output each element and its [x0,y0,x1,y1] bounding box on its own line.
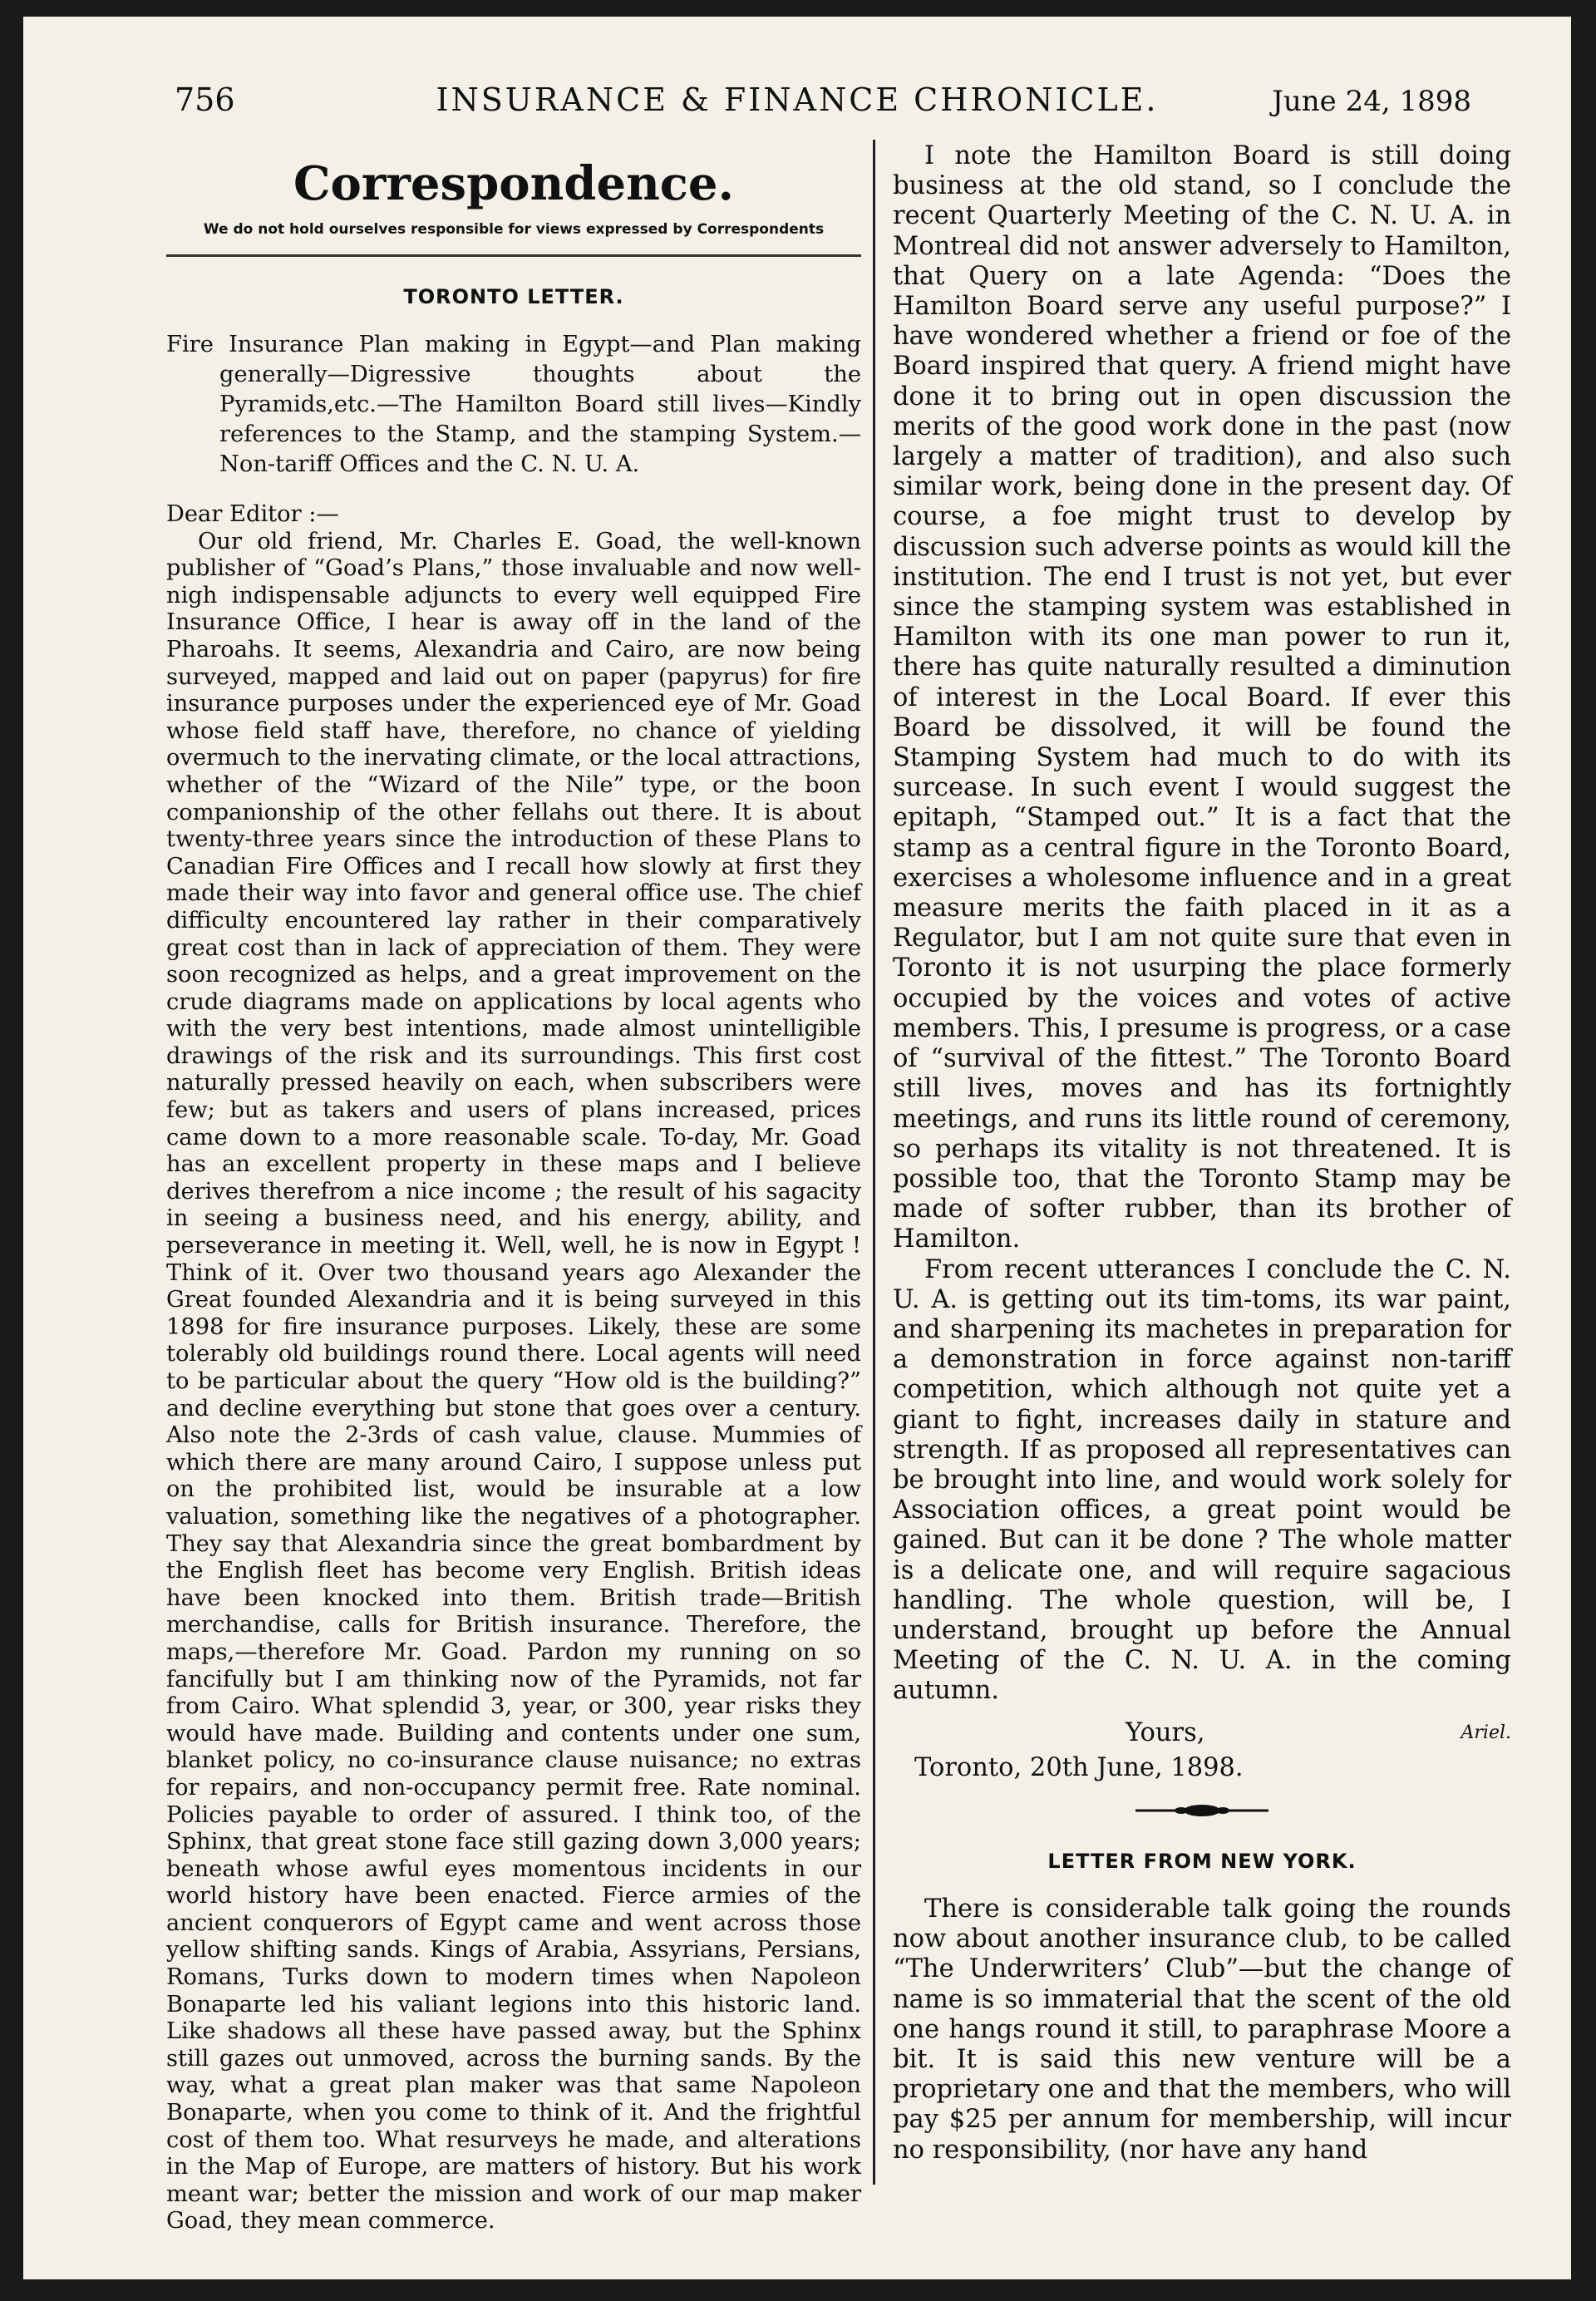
salutation: Dear Editor :— [166,501,339,527]
publication-title: INSURANCE & FINANCE CHRONICLE. [436,81,1159,118]
running-header [23,67,1571,125]
left-column [166,141,861,2235]
section-rule [166,254,861,257]
section-title: Correspondence. [293,156,735,211]
ornament-icon [1135,1803,1268,1818]
right-column [893,141,1511,2166]
place-date: Toronto, 20th June, 1898. [914,1752,1244,1782]
toronto-letter-paragraph-2: I note the Hamilton Board is still doing business at the old stand, so I conclude the recent Quarterly Meeting of the C. N. U. A. in Montreal did not answer adversely to Hamilton, that Query on a late Agenda: “Does the Hamilton Board serve any useful purpose?” I have wondered whether a friend or foe of the Board inspired that query. A friend might have done it to bring out in open discussion the merits of the good work done in the past (now largely a matter of tradition), and also such similar work, being done in the present day. Of course, a foe might trust to develop by discussion such adverse points as would kill the institution. The end I trust is not yet, but ever since the stamping system was established in Hamilton with its one man power to run it, there has quite naturally resulted a diminution of interest in the Local Board. If ever this Board be dissolved, it will be found the Stamping System had much to do with its surcease. In such event I would suggest the epitaph, “Stamped out.” It is a fact that the stamp as a central figure in the Toronto Board, exercises a wholesome influence and in a great measure merits the faith placed in it as a Regulator, but I am not quite sure that even in Toronto it is not usurping the place formerly occupied by the voices and votes of active members. This, I presume is progress, or a case of “survival of the fittest.” The Toronto Board still lives, moves and has its fortnightly meetings, and runs its little round of ceremony, so perhaps its vitality is not threatened. It is possible too, that the Toronto Stamp may be made of softer rubber, than its brother of Hamilton. [893,141,1511,1254]
column-divider [873,140,875,2185]
page-sheet [23,17,1571,2279]
signature: Ariel. [1461,1722,1511,1743]
toronto-letter-synopsis: Fire Insurance Plan making in Egypt—and Plan making generally—Digressive thoughts about the Pyramids,etc.—The Hamilton Board still lives—Kindly references to the Stamp, and the stamping System.—Non-tariff Offices and the C. N. U. A. [166,332,861,477]
toronto-letter-paragraph-3: From recent utterances I conclude the C. N. U. A. is getting out its tim-toms, its war paint, and sharpening its machetes in preparation for a demonstration in force against non-tariff competition, which although not quite yet a giant to fight, increases daily in stature and strength. If as proposed all representatives can be brought into line, and would work solely for Association offices, a great point would be gained. But can it be done ? The whole matter is a delicate one, and will require sagacious handling. The whole question, will be, I understand, brought up before the Annual Meeting of the C. N. U. A. in the coming autumn. [893,1254,1511,1706]
signature-line [893,1718,1511,1748]
issue-date: June 24, 1898 [1272,85,1471,118]
toronto-letter-paragraph-1: Our old friend, Mr. Charles E. Goad, the well-known publisher of “Goad’s Plans,” those invaluable and now well-nigh indispensable adjuncts to every well equipped Fire Insurance Office, I hear is away off in the land of the Pharoahs. It seems, Alexandria and Cairo, are now being surveyed, mapped and laid out on paper (papyrus) for fire insurance purposes under the experienced eye of Mr. Goad whose field staff have, therefore, no chance of yielding overmuch to the inervating climate, or the local attractions, whether of the “Wizard of the Nile” type, or the boon companionship of the other fellahs out there. It is about twenty-three years since the introduction of these Plans to Canadian Fire Offices and I recall how slowly at first they made their way into favor and general office use. The chief difficulty encountered lay rather in their comparatively great cost than in lack of appreciation of them. They were soon recognized as helps, and a great improvement on the crude diagrams made on applications by local agents who with the very best intentions, made almost unintelligible drawings of the risk and its surroundings. This first cost naturally pressed heavily on each, when subscribers were few; but as takers and users of plans increased, prices came down to a more reasonable scale. To-day, Mr. Goad has an excellent property in these maps and I believe derives therefrom a nice income ; the result of his sagacity in seeing a business need, and his energy, ability, and perseverance in meeting it. Well, well, he is now in Egypt ! Think of it. Over two thousand years ago Alexander the Great founded Alexandria and it is being surveyed in this 1898 for fire insurance purposes. Likely, these are some tolerably old buildings round there. Local agents will need to be particular about the query “How old is the building?” and decline everything but stone that goes over a century. Also note the 2-3rds of cash value, clause. Mummies of which there are many around Cairo, I suppose unless put on the prohibited list, would be insurable at a low valuation, something like the negatives of a photographer. They say that Alexandria since the great bombardment by the English fleet has become very English. British ideas have been knocked into them. British trade—British merchandise, calls for British insurance. Therefore, the maps,—therefore Mr. Goad. Pardon my running on so fancifully but I am thinking now of the Pyramids, not far from Cairo. What splendid 3, year, or 300, year risks they would have made. Building and contents under one sum, blanket policy, no co-insurance clause nuisance; no extras for repairs, and non-occupancy permit free. Rate nominal. Policies payable to order of assured. I think too, of the Sphinx, that great stone face still gazing down 3,000 years; beneath whose awful eyes momentous incidents in our world history have been enacted. Fierce armies of the ancient conquerors of Egypt came and went across those yellow shifting sands. Kings of Arabia, Assyrians, Persians, Romans, Turks down to modern times when Napoleon Bonaparte led his valiant legions into this historic land. Like shadows all these have passed away, but the Sphinx still gazes out unmoved, across the burning sands. By the way, what a great plan maker was that same Napoleon Bonaparte, when you come to think of it. And the frightful cost of them too. What resurveys he made, and alterations in the Map of Europe, are matters of history. But his work meant war; better the mission and work of our map maker Goad, they mean commerce. [166,528,861,2234]
disclaimer: We do not hold ourselves responsible for views expressed by Correspondents [203,221,825,238]
toronto-letter-heading: TORONTO LETTER. [403,285,624,308]
ornament-divider [893,1803,1511,1818]
new-york-letter-paragraph-1: There is considerable talk going the rounds now about another insurance club, to be called “The Underwriters’ Club”—but the change of name is so immaterial that the scent of the old one hangs round it still, to paraphrase Moore a bit. It is said this new venture will be a proprietary one and that the members, who will pay $25 per annum for membership, will incur no responsibility, (nor have any hand [893,1894,1511,2165]
page-number: 756 [175,81,235,118]
new-york-letter-heading: LETTER FROM NEW YORK. [1047,1849,1357,1873]
closing: Yours, [1126,1717,1205,1747]
